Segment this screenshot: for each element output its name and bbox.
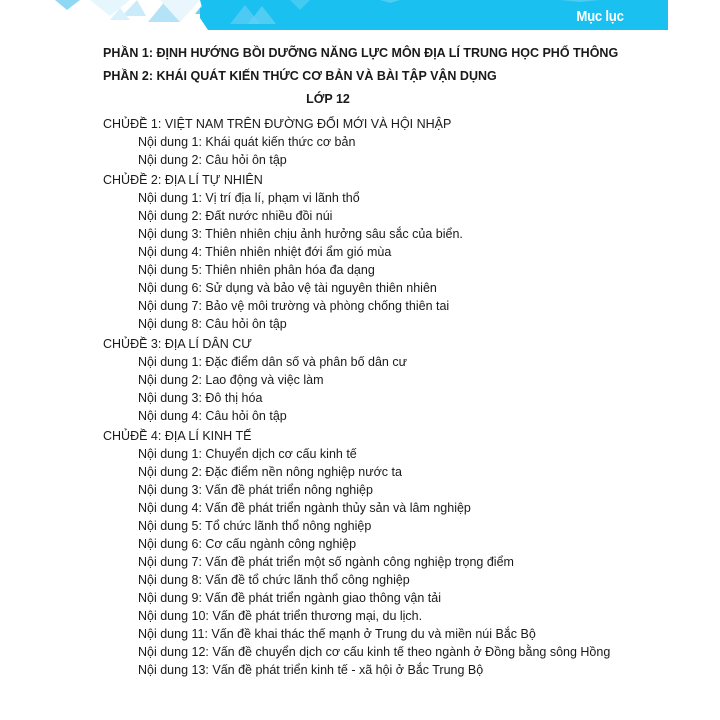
list-item: Nội dung 2: Đất nước nhiều đồi núi xyxy=(138,209,333,223)
topic-1 xyxy=(103,115,663,169)
list-item: Nội dung 3: Thiên nhiên chịu ảnh hưởng sâu sắc của biển. xyxy=(138,227,463,241)
topic-4 xyxy=(103,427,663,679)
header-banner xyxy=(0,0,720,34)
list-item: Nội dung 5: Thiên nhiên phân hóa đa dạng xyxy=(138,263,375,277)
list-item: Nội dung 12: Vấn đề chuyển dịch cơ cấu kinh tế theo ngành ở Đồng bằng sông Hồng xyxy=(138,645,611,659)
list-item: Nội dung 3: Đô thị hóa xyxy=(138,391,263,405)
list-item: Nội dung 2: Lao động và việc làm xyxy=(138,373,324,387)
section-title-table-of-contents: Mục lục xyxy=(576,8,624,25)
list-item: Nội dung 8: Vấn đề tổ chức lãnh thổ công nghiệp xyxy=(138,573,410,587)
list-item: Nội dung 1: Chuyển dịch cơ cấu kinh tế xyxy=(138,447,357,461)
list-item: Nội dung 1: Khái quát kiến thức cơ bản xyxy=(138,135,356,149)
topic-2 xyxy=(103,171,663,333)
list-item: Nội dung 13: Vấn đề phát triển kinh tế - xã hội ở Bắc Trung Bộ xyxy=(138,663,484,677)
list-item: Nội dung 11: Vấn đề khai thác thế mạnh ở Trung du và miền núi Bắc Bộ xyxy=(138,627,536,641)
list-item: Nội dung 5: Tổ chức lãnh thổ nông nghiệp xyxy=(138,519,372,533)
list-item: Nội dung 4: Thiên nhiên nhiệt đới ẩm gió mùa xyxy=(138,245,392,259)
table-of-contents xyxy=(103,45,663,679)
topic-3 xyxy=(103,335,663,425)
list-item: Nội dung 1: Đặc điểm dân số và phân bố dân cư xyxy=(138,355,407,369)
list-item: Nội dung 1: Vị trí địa lí, phạm vi lãnh thổ xyxy=(138,191,360,205)
list-item: Nội dung 6: Sử dụng và bảo vệ tài nguyên thiên nhiên xyxy=(138,281,437,295)
list-item: Nội dung 10: Vấn đề phát triển thương mại, du lịch. xyxy=(138,609,423,623)
list-item: Nội dung 4: Vấn đề phát triển ngành thủy sản và lâm nghiệp xyxy=(138,501,471,515)
grade-heading: LỚP 12 xyxy=(306,92,350,106)
topic-title: CHỦĐỀ 4: ĐỊA LÍ KINH TẾ xyxy=(103,429,252,443)
topic-title: CHỦĐỀ 2: ĐỊA LÍ TỰ NHIÊN xyxy=(103,173,263,187)
list-item: Nội dung 2: Đặc điểm nền nông nghiệp nước ta xyxy=(138,465,402,479)
list-item: Nội dung 7: Vấn đề phát triển một số ngành công nghiệp trọng điểm xyxy=(138,555,514,569)
list-item: Nội dung 8: Câu hỏi ôn tập xyxy=(138,317,287,331)
part-heading-1: PHẦN 1: ĐỊNH HƯỚNG BỒI DƯỠNG NĂNG LỰC MÔN ĐỊA LÍ TRUNG HỌC PHỔ THÔNG xyxy=(103,46,619,60)
list-item: Nội dung 9: Vấn đề phát triển ngành giao thông vận tải xyxy=(138,591,442,605)
part-heading-2: PHẦN 2: KHÁI QUÁT KIẾN THỨC CƠ BẢN VÀ BÀI TẬP VẬN DỤNG xyxy=(103,69,497,83)
topic-title: CHỦĐỀ 3: ĐỊA LÍ DÂN CƯ xyxy=(103,337,252,351)
list-item: Nội dung 7: Bảo vệ môi trường và phòng chống thiên tai xyxy=(138,299,450,313)
topic-title: CHỦĐỀ 1: VIỆT NAM TRÊN ĐƯỜNG ĐỔI MỚI VÀ HỘI NHẬP xyxy=(103,117,452,131)
list-item: Nội dung 2: Câu hỏi ôn tập xyxy=(138,153,287,167)
list-item: Nội dung 3: Vấn đề phát triển nông nghiệp xyxy=(138,483,373,497)
list-item: Nội dung 6: Cơ cấu ngành công nghiệp xyxy=(138,537,357,551)
list-item: Nội dung 4: Câu hỏi ôn tập xyxy=(138,409,287,423)
